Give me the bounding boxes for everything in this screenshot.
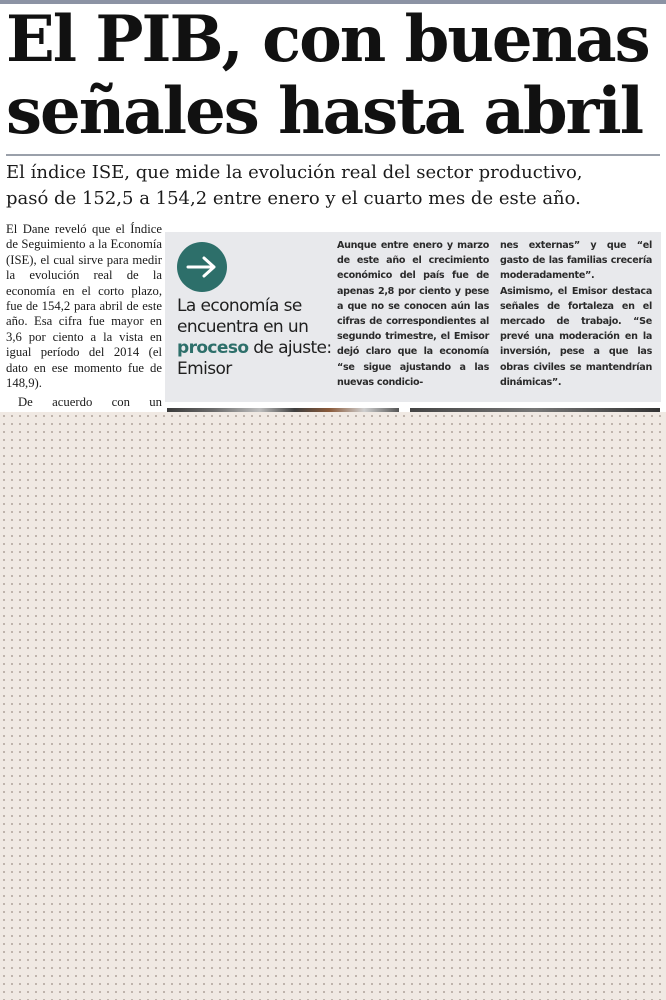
box-title-part-1: La economía se encuentra en un <box>177 296 309 337</box>
headline-line-2: señales hasta abril <box>6 74 642 149</box>
box-column-2-para-1: nes externas” y que “el gasto de las familias crecería moderadamente”. <box>500 240 652 282</box>
subheadline <box>6 160 660 212</box>
sidebar-box-heading <box>165 232 331 402</box>
box-column-2-para-2: Asimismo, el Emisor destaca señales de fortaleza en el mercado de trabajo. “Se prevé una moderación en la inversión, pese a que las obras civiles se mantendrían dinámicas”. <box>500 285 652 388</box>
sidebar-box-column-2 <box>500 238 652 390</box>
box-title-part-2: de ajuste: Emisor <box>177 338 332 379</box>
arrow-right-icon <box>177 242 227 292</box>
article-paragraph-1: El Dane reveló que el Índice de Seguimiento a la Economía (ISE), el cual sirve para medir la evolución real de la economía en el corto plazo, fue de 154,2 para abril de este año. Esa cifra fue mayor en 3,6 por ciento a la vista en igual período del 2014 (el dato en ese momento fue de 148,9). <box>6 222 162 391</box>
sidebar-box <box>165 232 661 402</box>
article-paragraph-2: De acuerdo con un <box>18 395 162 410</box>
article-body-column <box>6 222 162 430</box>
headline <box>6 4 660 148</box>
cropped-blank-area <box>0 412 666 1000</box>
headline-divider <box>6 154 660 156</box>
sidebar-box-title <box>177 296 337 380</box>
headline-line-1: El PIB, con buenas <box>6 2 649 77</box>
sidebar-box-column-1 <box>337 238 489 390</box>
box-column-1-text: Aunque entre enero y marzo de este año el crecimiento económico del país fue de apenas 2,8 por ciento y pese a que no se conocen aún las cifras de correspondientes al segundo trimestre, el Emisor dejó claro que la economía “se sigue ajustando a las nuevas condicio- <box>337 240 489 388</box>
subheadline-line-2: pasó de 152,5 a 154,2 entre enero y el cuarto mes de este año. <box>6 188 581 209</box>
box-title-accent: proceso <box>177 338 249 358</box>
subheadline-line-1: El índice ISE, que mide la evolución real del sector productivo, <box>6 162 583 183</box>
